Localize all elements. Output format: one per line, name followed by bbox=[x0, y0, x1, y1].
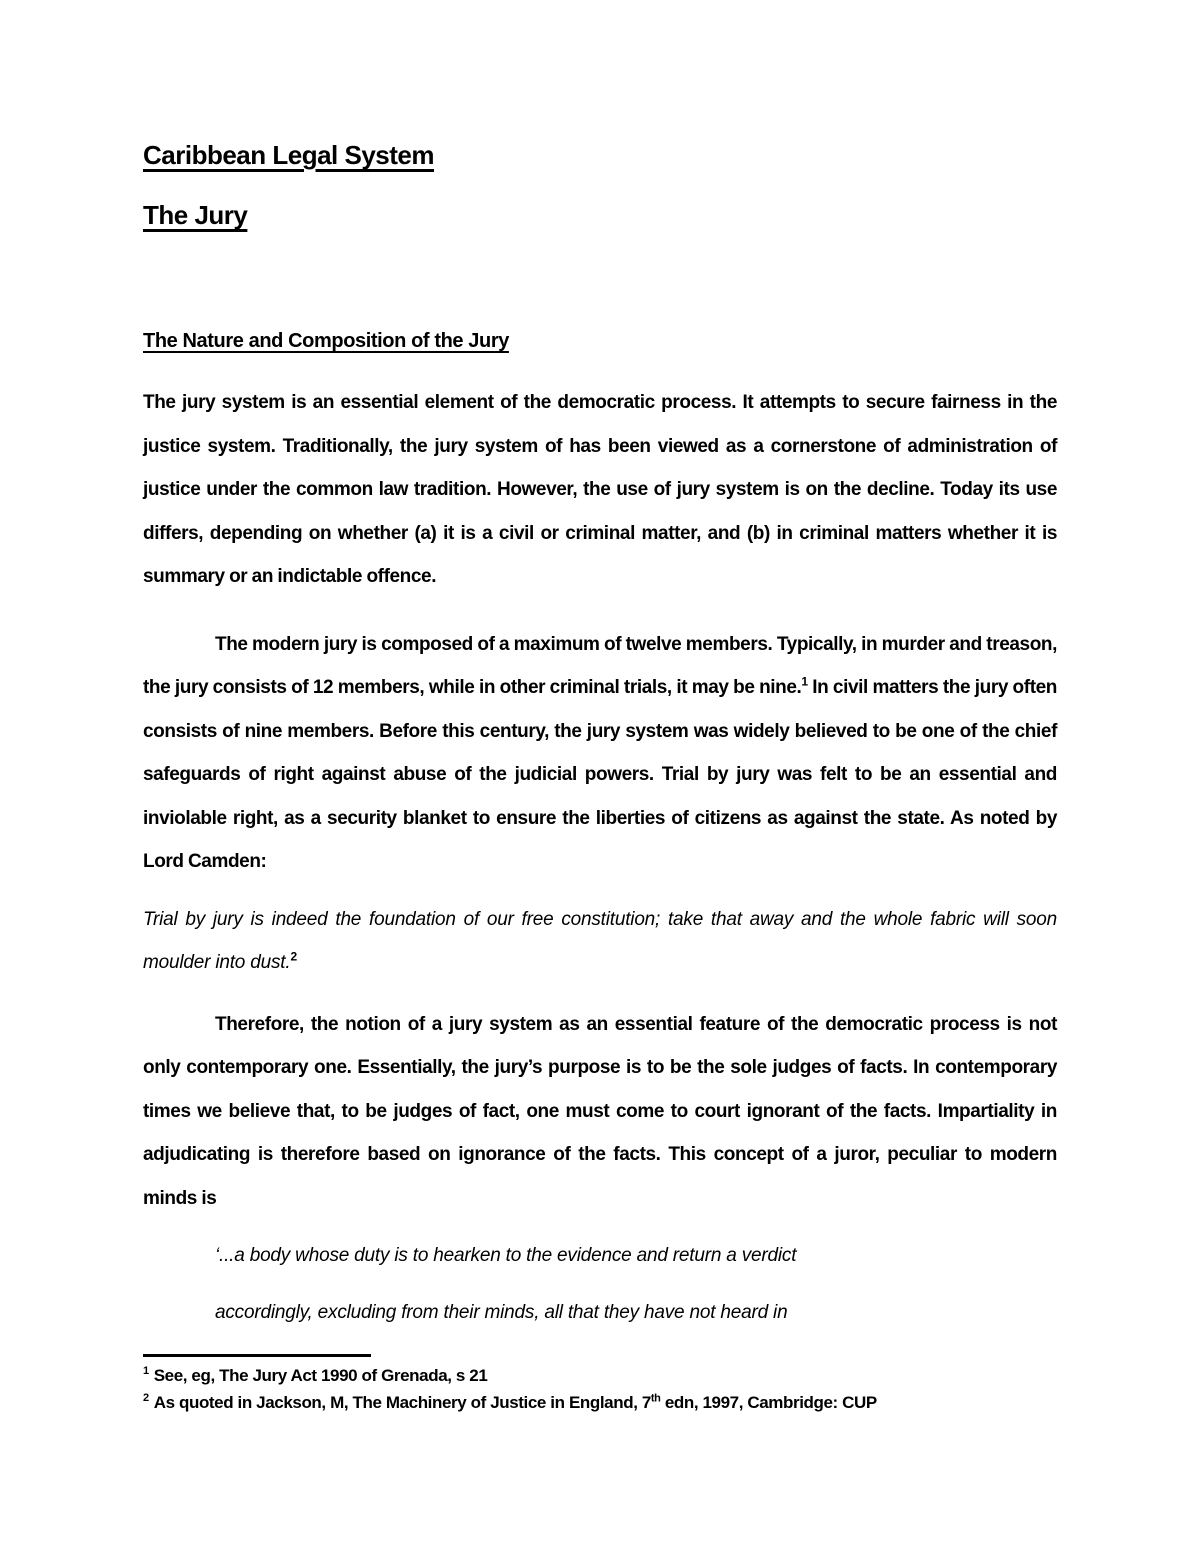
footnote-2-text-2: edn, 1997, Cambridge: CUP bbox=[660, 1393, 877, 1412]
paragraph-jury-system-intro: The jury system is an essential element of the democratic process. It attempts to secure fairness in the justice system. Traditionally, the jury system of has been viewed as a cornerstone of administration of justice under the common law tradition. However, the use of jury system is on the decline. Today its use differs, depending on whether (a) it is a civil or criminal matter, and (b) in criminal matters whether it is summary or an indictable offence. bbox=[143, 392, 1057, 587]
quote-lord-camden-text: Trial by jury is indeed the foundation of our free constitution; take that away and the whole fabric will soon moulder into dust. bbox=[143, 908, 1057, 973]
document-content bbox=[143, 0, 1057, 1416]
document-subtitle: The Jury bbox=[143, 200, 248, 230]
footnote-2-text-1: As quoted in Jackson, M, The Machinery of Justice in England, 7 bbox=[153, 1393, 651, 1412]
quote-lord-camden bbox=[143, 898, 1057, 985]
footnote-reference-1: 1 bbox=[801, 674, 808, 689]
footnote-1-marker: 1 bbox=[143, 1365, 149, 1378]
document-title: Caribbean Legal System bbox=[143, 140, 434, 170]
footnote-2-ordinal-superscript: th bbox=[650, 1392, 661, 1405]
footnote-1 bbox=[143, 1362, 1057, 1389]
paragraph-modern-jury-text-2: In civil matters the jury often consists of nine members. Before this century, the jury system was widely believed to be one of the chief safeguards of right against abuse of the judicial powers. Trial by jury was felt to be an essential and inviolable right, as a security blanket to ensure the liberties of citizens as against the state. As noted by Lord Camden: bbox=[143, 677, 1057, 872]
footnote-1-text: See, eg, The Jury Act 1990 of Grenada, s 21 bbox=[153, 1366, 488, 1385]
quote-juror-body-line-1: ‘...a body whose duty is to hearken to the evidence and return a verdict bbox=[215, 1245, 797, 1266]
section-heading: The Nature and Composition of the Jury bbox=[143, 330, 509, 352]
footnote-2 bbox=[143, 1389, 1057, 1416]
footnote-separator-rule bbox=[143, 1354, 371, 1357]
paragraph-therefore-notion: Therefore, the notion of a jury system as an essential feature of the democratic process is not only contemporary one. Essentially, the jury’s purpose is to be the sole judges of facts. In contemporary times we believe that, to be judges of fact, one must come to court ignorant of the facts. Impartiality in adjudicating is therefore based on ignorance of the facts. This concept of a juror, peculiar to modern minds is bbox=[143, 1013, 1057, 1209]
footnote-reference-2: 2 bbox=[290, 949, 297, 964]
footnote-2-marker: 2 bbox=[143, 1392, 149, 1405]
paragraph-modern-jury-text-1: The modern jury is composed of a maximum of twelve members. Typically, in murder and treason, the jury consists of 12 members, while in other criminal trials, it may be nine. bbox=[143, 633, 1057, 698]
quote-juror-body-line-2: accordingly, excluding from their minds, all that they have not heard in bbox=[215, 1301, 788, 1323]
paragraph-modern-jury bbox=[143, 623, 1057, 884]
